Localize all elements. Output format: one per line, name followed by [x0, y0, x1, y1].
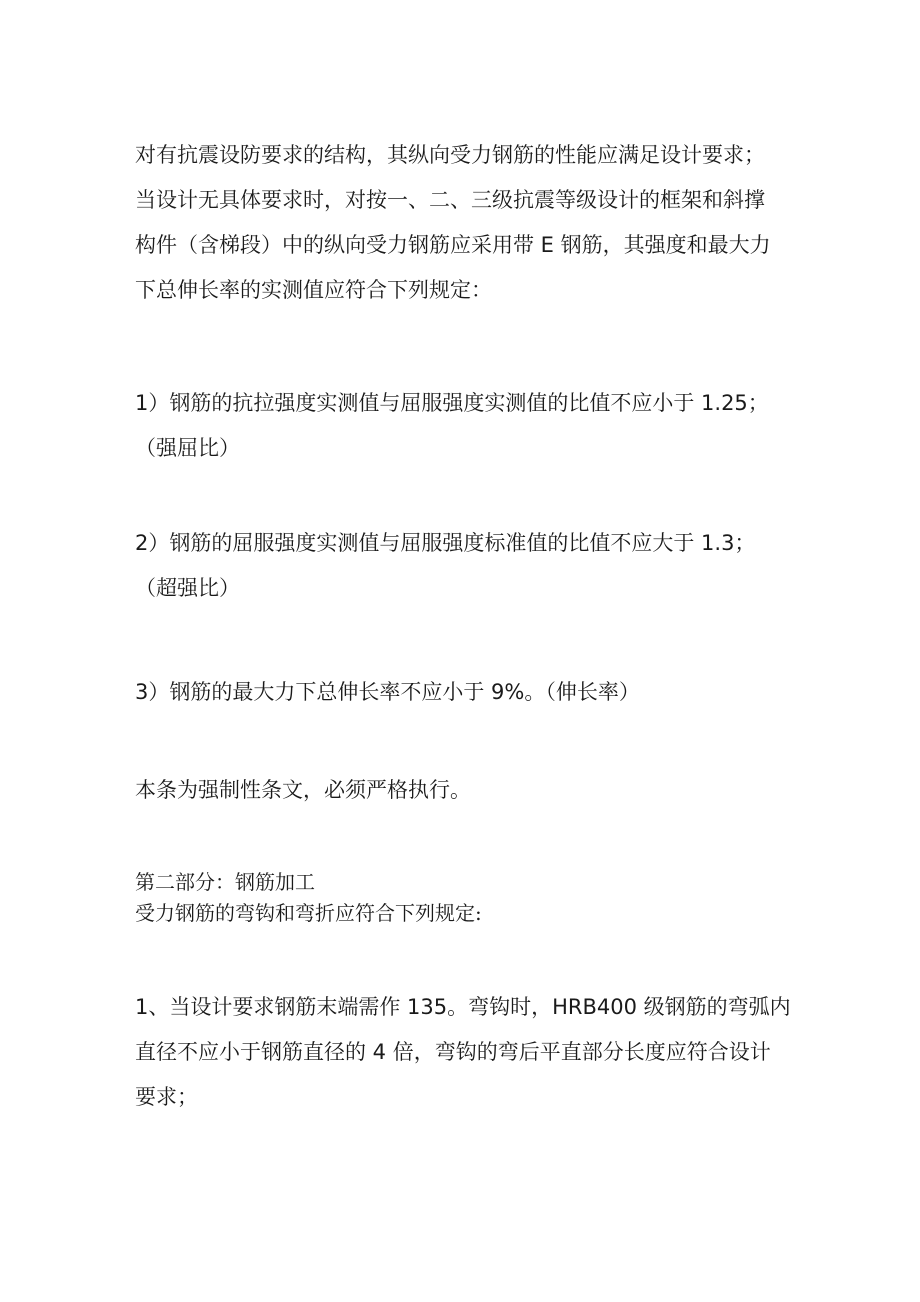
text-line: 2）钢筋的屈服强度实测值与屈服强度标准值的比值不应大于 1.3；	[135, 531, 756, 555]
text-line: （超强比）	[135, 576, 240, 600]
paragraph-seismic-requirements	[135, 133, 800, 313]
section-heading: 第二部分：钢筋加工	[135, 870, 315, 894]
paragraph-bending-rule-1	[135, 985, 800, 1120]
paragraph-rule-1	[135, 381, 800, 471]
text-line: 对有抗震设防要求的结构，其纵向受力钢筋的性能应满足设计要求；	[135, 143, 765, 167]
paragraph-rule-2	[135, 521, 800, 611]
text-line: 下总伸长率的实测值应符合下列规定：	[135, 278, 492, 302]
text-line: 3）钢筋的最大力下总伸长率不应小于 9%。（伸长率）	[135, 680, 640, 704]
text-line: 本条为强制性条文，必须严格执行。	[135, 778, 471, 802]
text-line: 1）钢筋的抗拉强度实测值与屈服强度实测值的比值不应小于 1.25；	[135, 391, 769, 415]
text-line: 直径不应小于钢筋直径的 4 倍，弯钩的弯后平直部分长度应符合设计	[135, 1040, 771, 1064]
text-line: 要求；	[135, 1085, 198, 1109]
paragraph-rule-3	[135, 670, 800, 715]
text-line: 1、当设计要求钢筋末端需作 135。弯钩时，HRB400 级钢筋的弯弧内	[135, 995, 791, 1019]
text-line: 当设计无具体要求时，对按一、二、三级抗震等级设计的框架和斜撑	[135, 188, 765, 212]
section-intro: 受力钢筋的弯钩和弯折应符合下列规定:	[135, 901, 482, 925]
paragraph-mandatory-note	[135, 768, 800, 813]
text-line: （强屈比）	[135, 436, 240, 460]
text-line: 构件（含梯段）中的纵向受力钢筋应采用带 E 钢筋，其强度和最大力	[135, 233, 771, 257]
